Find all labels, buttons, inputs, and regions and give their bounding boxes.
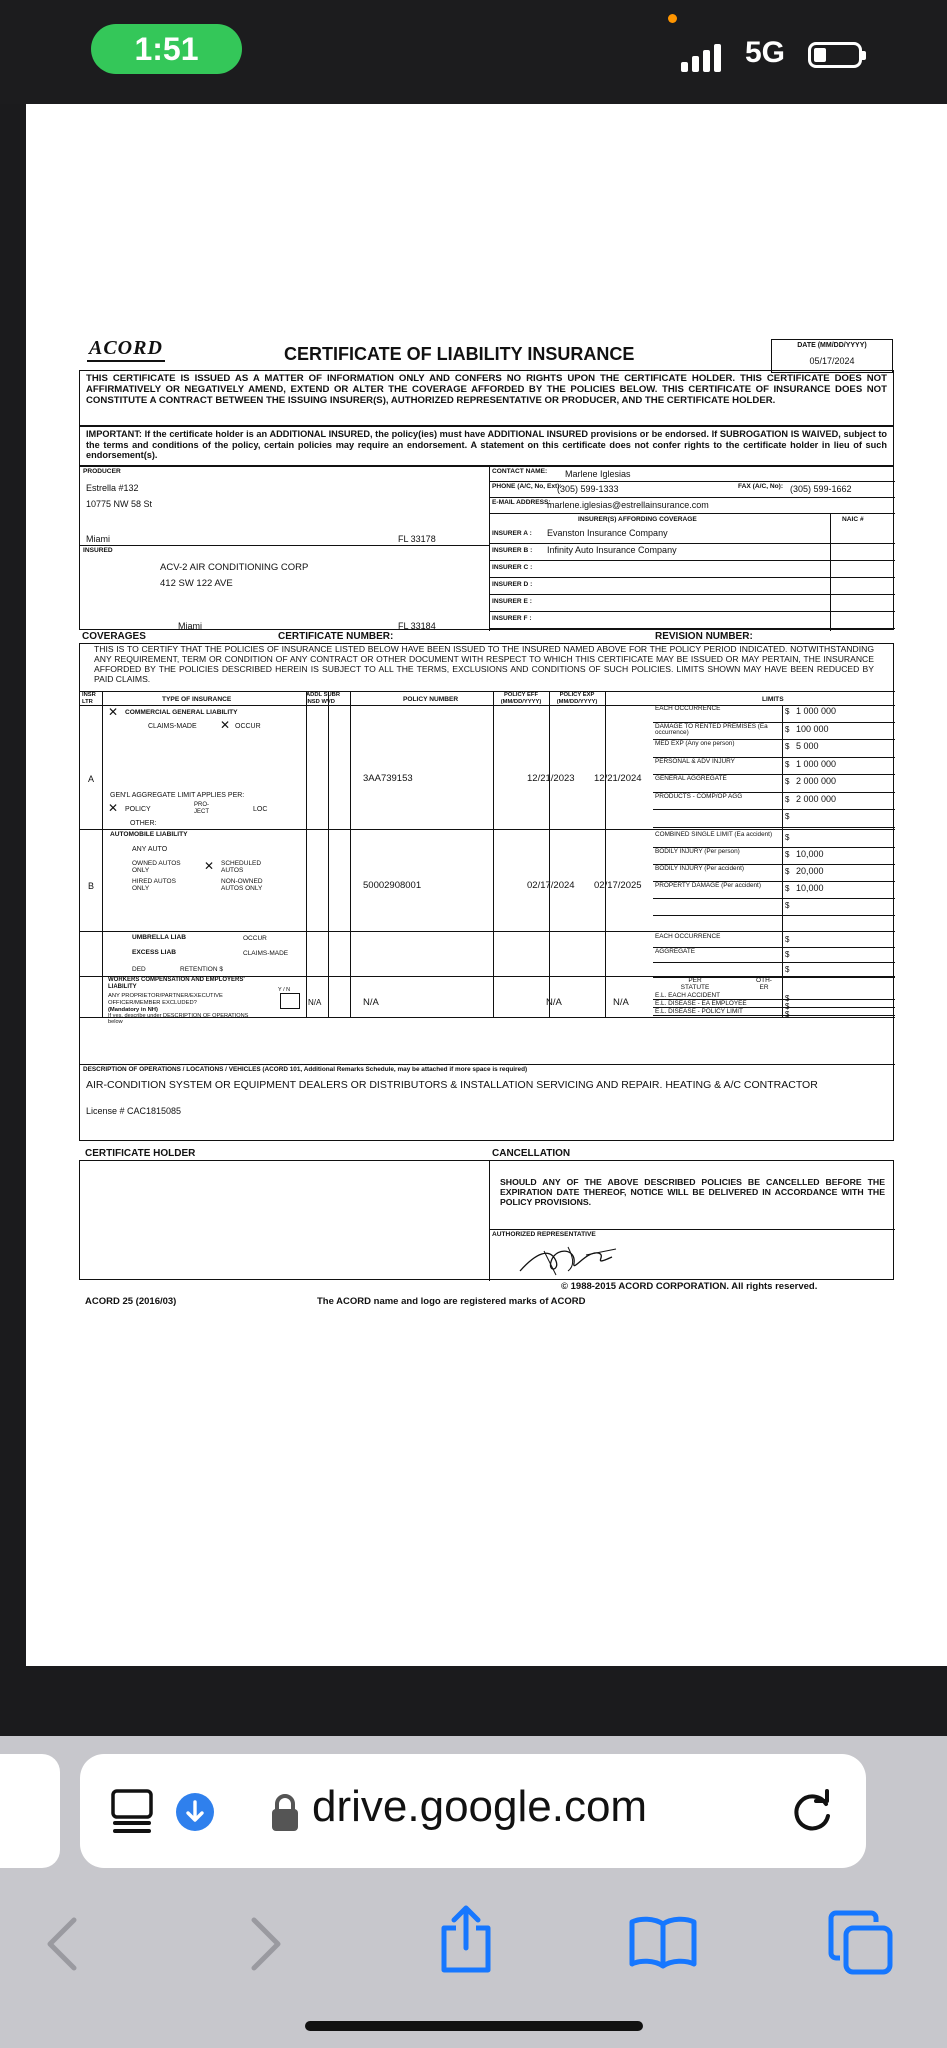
document-page <box>26 104 947 1666</box>
auto-scheduled-checkbox: ✕ <box>204 859 215 873</box>
status-time[interactable]: 1:51 <box>91 24 242 74</box>
umbrella-occur: OCCUR <box>243 935 267 942</box>
workers-mandatory: (Mandatory in NH) <box>108 1007 158 1013</box>
producer-state-zip: FL 33178 <box>398 534 436 544</box>
insured-city: Miami <box>178 621 202 631</box>
auto-scheduled: SCHEDULED AUTOS <box>221 860 262 875</box>
notice-box <box>79 370 894 426</box>
limit-label: EACH OCCURRENCE <box>655 705 721 712</box>
auto-owned: OWNED AUTOS ONLY <box>132 860 181 875</box>
gl-policy-number: 3AA739153 <box>363 773 413 784</box>
limit-dollar: $ <box>785 850 790 859</box>
limit-dollar: $ <box>785 867 790 876</box>
contact-fax-label: FAX (A/C, No): <box>738 483 784 490</box>
workers-policy-eff: N/A <box>546 997 562 1008</box>
excess-liab: EXCESS LIAB <box>132 949 176 956</box>
insured-label: INSURED <box>83 547 113 554</box>
umbrella-liab: UMBRELLA LIAB <box>132 934 186 941</box>
contact-name: Marlene Iglesias <box>565 469 631 479</box>
limit-label: E.L. DISEASE - POLICY LIMIT <box>655 1008 743 1015</box>
limit-label: EACH OCCURRENCE <box>655 933 721 940</box>
insurer-row-line <box>489 577 895 578</box>
certificate-number-label: CERTIFICATE NUMBER: <box>278 631 394 642</box>
limit-dollar: $ <box>785 901 790 910</box>
insurer-label: INSURER D : <box>492 581 533 588</box>
limit-dollar: $ <box>785 777 790 786</box>
important-text: IMPORTANT: If the certificate holder is an ADDITIONAL INSURED, the policy(ies) must have ADDITIONAL INSURED provisions or be endorsed. If SUBROGATION IS WAIVED, subject to the terms and conditions of the policy, certain policies may require an endorsement. A statement on this certificate does not confer rights to the certificate holder in lieu of such endorsement(s). <box>86 429 887 461</box>
auto-insurer-letter: B <box>88 881 95 891</box>
coverages-label: COVERAGES <box>82 631 146 642</box>
home-indicator[interactable] <box>305 2021 643 2031</box>
tabs-icon[interactable] <box>828 1910 894 1976</box>
notice-text: THIS CERTIFICATE IS ISSUED AS A MATTER OF INFORMATION ONLY AND CONFERS NO RIGHTS UPON THE CERTIFICATE HOLDER. THIS CERTIFICATE DOES NOT AFFIRMATIVELY OR NEGATIVELY AMEND, EXTEND OR ALTER THE COVERAGE AFFORDED BY THE POLICIES BELOW. THIS CERTIFICATE OF INSURANCE DOES NOT CONSTITUTE A CONTRACT BETWEEN THE ISSUING INSURER(S), AUTHORIZED REPRESENTATIVE OR PRODUCER, AND THE CERTIFICATE HOLDER. <box>86 373 887 407</box>
limit-dollar: $ <box>785 742 790 751</box>
limit-value: 2 000 000 <box>796 793 837 804</box>
limit-row-line <box>653 898 895 899</box>
coverages-table <box>79 643 894 1141</box>
col-type: TYPE OF INSURANCE <box>162 696 232 703</box>
certificate-holder-label: CERTIFICATE HOLDER <box>85 1148 196 1159</box>
limit-value: 100 000 <box>796 723 829 734</box>
limit-dollar: $ <box>785 884 790 893</box>
holder-cancellation-box <box>79 1160 894 1280</box>
authorized-rep-label: AUTHORIZED REPRESENTATIVE <box>492 1231 596 1238</box>
limit-row-line <box>653 809 895 810</box>
limit-value: 10,000 <box>796 883 824 893</box>
limit-dollar: $ <box>785 833 790 842</box>
col-insr-ltr: INSR LTR <box>82 692 96 705</box>
producer-name: Estrella #132 <box>86 483 139 493</box>
date-box <box>771 339 893 373</box>
insurer-label: INSURER A : <box>492 530 532 537</box>
limit-label: BODILY INJURY (Per person) <box>655 848 740 855</box>
insurer-label: INSURER E : <box>492 598 532 605</box>
acord-certificate <box>79 334 894 1489</box>
download-icon[interactable] <box>176 1793 214 1831</box>
limit-dollar: $ <box>785 812 790 821</box>
limit-dollar: $ <box>785 1002 790 1011</box>
limit-value: 20,000 <box>796 866 824 876</box>
share-icon[interactable] <box>436 1904 496 1974</box>
insurer-label: INSURER F : <box>492 615 532 622</box>
parties-box <box>79 466 894 630</box>
insured-state-zip: FL 33184 <box>398 621 436 631</box>
copyright: © 1988-2015 ACORD CORPORATION. All rights reserved. <box>561 1281 818 1292</box>
col-policy-eff: POLICY EFF (MM/DD/YYYY) <box>500 692 542 705</box>
contact-email-label: E-MAIL ADDRESS: <box>492 499 551 506</box>
workers-oth-er: OTH- ER <box>756 977 772 992</box>
signature-image <box>516 1241 626 1277</box>
limit-label: AGGREGATE <box>655 948 696 955</box>
gl-policy-exp: 12/21/2024 <box>594 773 642 784</box>
limit-label: E.L. EACH ACCIDENT <box>655 992 720 999</box>
limit-dollar: $ <box>785 724 790 734</box>
gl-claims-made: CLAIMS-MADE <box>148 723 197 730</box>
insured-street: 412 SW 122 AVE <box>160 578 233 589</box>
auto-policy-number: 50002908001 <box>363 880 422 891</box>
bookmarks-icon[interactable] <box>628 1914 698 1970</box>
description-of-operations: AIR-CONDITION SYSTEM OR EQUIPMENT DEALERS OR DISTRIBUTORS & INSTALLATION SERVICING AND REPAIR. HEATING & A/C CONTRACTOR <box>86 1079 818 1091</box>
limit-value: 1 000 000 <box>796 758 837 769</box>
limit-label: E.L. DISEASE - EA EMPLOYEE <box>655 1000 747 1007</box>
producer-street: 10775 NW 58 St <box>86 499 153 509</box>
limit-label: MED EXP (Any one person) <box>655 740 735 747</box>
previous-tab-preview[interactable] <box>0 1754 60 1868</box>
workers-per-statute: PER STATUTE <box>680 977 710 992</box>
limit-label: GENERAL AGGREGATE <box>655 775 727 782</box>
limit-label: COMBINED SINGLE LIMIT (Ea accident) <box>655 831 773 838</box>
umbrella-ded: DED <box>132 966 146 973</box>
gl-policy-eff: 12/21/2023 <box>527 773 575 784</box>
lock-icon <box>270 1792 300 1832</box>
url-text[interactable]: drive.google.com <box>312 1782 648 1831</box>
auto-hired: HIRED AUTOS ONLY <box>132 878 176 893</box>
workers-yn-box <box>280 993 300 1009</box>
network-type: 5G <box>745 36 786 69</box>
document-viewer[interactable] <box>0 104 947 1736</box>
gl-checkbox-checked: ✕ <box>108 705 119 719</box>
license-number: License # CAC1815085 <box>86 1106 182 1116</box>
bottom-nav <box>0 1896 947 1986</box>
back-icon[interactable] <box>42 1916 82 1972</box>
col-policy-number: POLICY NUMBER <box>403 696 459 703</box>
limit-label: PROPERTY DAMAGE (Per accident) <box>655 882 761 889</box>
contact-name-label: CONTACT NAME: <box>492 468 548 475</box>
page-menu-icon[interactable] <box>110 1787 154 1835</box>
privacy-indicator-dot <box>668 14 677 23</box>
insurer-name: Infinity Auto Insurance Company <box>547 545 677 555</box>
insurer-row-line <box>489 628 895 629</box>
important-box <box>79 426 894 466</box>
limit-row-line <box>653 1015 895 1016</box>
auto-policy-eff: 02/17/2024 <box>527 880 575 891</box>
gl-occur: OCCUR <box>235 723 261 730</box>
naic-label: NAIC # <box>842 516 864 523</box>
limit-value: 2 000 000 <box>796 776 837 786</box>
gl-agg-limit-label: GEN'L AGGREGATE LIMIT APPLIES PER: <box>110 792 245 799</box>
col-policy-exp: POLICY EXP (MM/DD/YYYY) <box>556 692 598 705</box>
limit-row-line <box>653 962 895 963</box>
limit-label: PERSONAL & ADV INJURY <box>655 757 735 765</box>
gl-insurer-letter: A <box>88 774 95 784</box>
description-label: DESCRIPTION OF OPERATIONS / LOCATIONS / VEHICLES (ACORD 101, Additional Remarks Schedule, may be attached if more space is required) <box>83 1066 528 1073</box>
contact-email: marlene.iglesias@estrellainsurance.com <box>547 500 709 510</box>
workers-describe: If yes, describe under DESCRIPTION OF OPERATIONS below <box>108 1013 249 1026</box>
insurers-header: INSURER(S) AFFORDING COVERAGE <box>578 516 697 523</box>
date-label: DATE (MM/DD/YYYY) <box>797 342 867 349</box>
limit-dollar: $ <box>785 950 790 959</box>
limit-value: 1 000 000 <box>796 706 837 716</box>
limit-dollar: $ <box>785 1010 790 1019</box>
limit-row-line <box>653 827 895 828</box>
revision-number-label: REVISION NUMBER: <box>655 631 753 642</box>
gl-policy: POLICY <box>125 806 151 813</box>
gl-other: OTHER: <box>130 820 157 827</box>
contact-fax: (305) 599-1662 <box>790 484 852 494</box>
auto-policy-exp: 02/17/2025 <box>594 880 642 891</box>
cellular-signal-icon <box>681 40 721 72</box>
acord-logo: ACORD <box>87 337 165 362</box>
gl-project: PRO- JECT <box>194 802 209 815</box>
contact-phone: (305) 599-1333 <box>557 484 619 494</box>
reload-icon[interactable] <box>790 1788 836 1834</box>
battery-icon <box>808 42 862 68</box>
limit-dollar: $ <box>785 965 790 974</box>
gl-policy-checkbox: ✕ <box>108 801 119 815</box>
insurer-row-line <box>489 594 895 595</box>
producer-city: Miami <box>86 534 110 544</box>
col-addl-subr: ADDL SUBR INSD WVD <box>306 692 341 705</box>
auto-any-auto: ANY AUTO <box>132 846 168 853</box>
workers-yn: Y / N <box>278 987 291 993</box>
trademark-notice: The ACORD name and logo are registered marks of ACORD <box>317 1296 586 1307</box>
cancellation-label: CANCELLATION <box>492 1148 571 1159</box>
insurer-row-line <box>489 560 895 561</box>
umbrella-retention: RETENTION $ <box>180 966 223 973</box>
limit-dollar: $ <box>785 794 790 804</box>
insurer-row-line <box>489 611 895 612</box>
address-bar[interactable] <box>80 1754 866 1868</box>
insured-name: ACV-2 AIR CONDITIONING CORP <box>160 562 309 573</box>
cancellation-text: SHOULD ANY OF THE ABOVE DESCRIBED POLICIES BE CANCELLED BEFORE THE EXPIRATION DATE THEREOF, NOTICE WILL BE DELIVERED IN ACCORDANCE WITH THE POLICY PROVISIONS. <box>500 1177 885 1207</box>
gl-occur-checkbox: ✕ <box>220 718 231 732</box>
certificate-date: 05/17/2024 <box>809 356 855 367</box>
limit-label: BODILY INJURY (Per accident) <box>655 865 745 872</box>
workers-question: ANY PROPRIETOR/PARTNER/EXECUTIVE OFFICER/MEMBER EXCLUDED? <box>108 993 223 1006</box>
auto-title: AUTOMOBILE LIABILITY <box>110 831 188 838</box>
certificate-title: CERTIFICATE OF LIABILITY INSURANCE <box>284 344 635 364</box>
workers-policy-exp: N/A <box>613 997 629 1008</box>
limit-label: DAMAGE TO RENTED PREMISES (Ea occurrence) <box>655 722 768 737</box>
certify-text: THIS IS TO CERTIFY THAT THE POLICIES OF INSURANCE LISTED BELOW HAVE BEEN ISSUED TO THE INSURED NAMED ABOVE FOR THE POLICY PERIOD INDICATED. NOTWITHSTANDING ANY REQUIREMENT, TERM OR CONDITION OF ANY CONTRACT OR OTHER DOCUMENT WITH RESPECT TO WHICH THIS CERTIFICATE MAY BE ISSUED OR MAY PERTAIN, THE INSURANCE AFFORDED BY THE POLICIES DESCRIBED HEREIN IS SUBJECT TO ALL THE TERMS, EXCLUSIONS AND CONDITIONS OF SUCH POLICIES. LIMITS SHOWN MAY HAVE BEEN REDUCED BY PAID CLAIMS. <box>94 644 874 684</box>
insurer-label: INSURER B : <box>492 547 533 554</box>
limit-value: 5 000 <box>796 741 819 751</box>
insurer-row-line <box>489 543 895 544</box>
col-limits: LIMITS <box>762 696 784 703</box>
limit-row-line <box>653 915 895 916</box>
gl-title: COMMERCIAL GENERAL LIABILITY <box>125 709 238 716</box>
limit-dollar: $ <box>785 994 790 1003</box>
auto-non-owned: NON-OWNED AUTOS ONLY <box>221 878 263 893</box>
limit-dollar: $ <box>785 759 790 769</box>
workers-title: WORKERS COMPENSATION AND EMPLOYERS' LIABILITY <box>108 977 245 990</box>
forward-icon[interactable] <box>246 1916 286 1972</box>
workers-na: N/A <box>308 998 322 1007</box>
form-id: ACORD 25 (2016/03) <box>85 1296 177 1307</box>
status-bar <box>0 0 947 104</box>
gl-loc: LOC <box>253 806 268 813</box>
limit-label: PRODUCTS - COMP/OP AGG <box>655 792 743 800</box>
umbrella-claims-made: CLAIMS-MADE <box>243 950 289 957</box>
insurer-label: INSURER C : <box>492 564 533 571</box>
limit-dollar: $ <box>785 707 790 716</box>
workers-policy-number: N/A <box>363 997 379 1008</box>
contact-phone-label: PHONE (A/C, No, Ext): <box>492 483 562 490</box>
browser-toolbar <box>0 1736 947 2048</box>
producer-label: PRODUCER <box>83 468 121 475</box>
insurer-name: Evanston Insurance Company <box>547 528 668 538</box>
limit-value: 10,000 <box>796 849 824 859</box>
limit-dollar: $ <box>785 935 790 944</box>
